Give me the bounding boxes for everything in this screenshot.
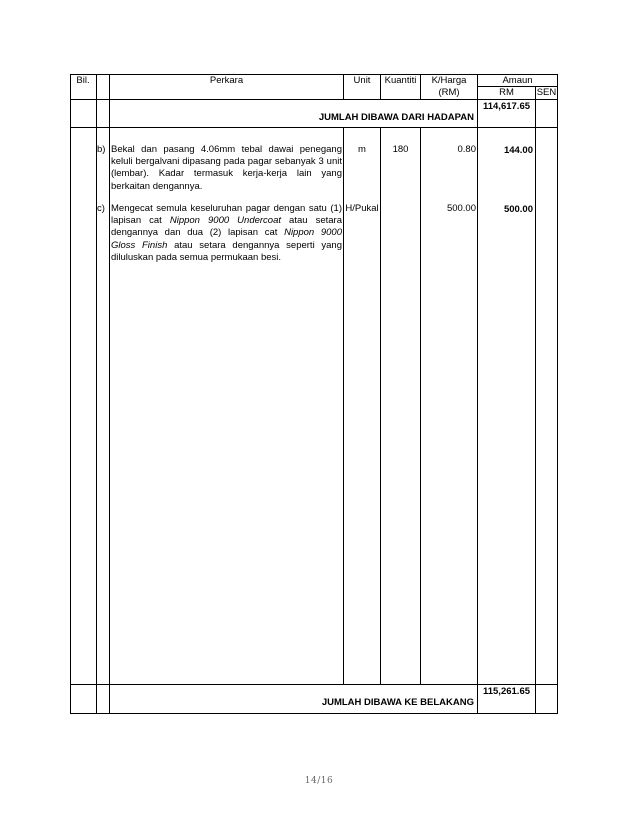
item-code: c) xyxy=(97,203,105,214)
bil-right-border xyxy=(96,74,97,714)
carried-forward-top-border xyxy=(70,684,557,685)
desc-text: atau setara dengannya seperti yang xyxy=(167,239,342,251)
item-description-line: Mengecat semula keseluruhan pagar dengan satu (1) xyxy=(111,203,342,214)
item-quantity: 180 xyxy=(392,144,409,155)
code-right-border xyxy=(109,74,110,714)
item-description xyxy=(111,203,342,264)
header-sen: SEN xyxy=(536,87,557,98)
header-bil: Bil. xyxy=(76,75,90,86)
table-bottom-border xyxy=(70,713,557,714)
item-unit: m xyxy=(358,144,366,155)
item-description-line: keluli bergalvani dipasang pada pagar sebanyak 3 unit xyxy=(111,156,342,168)
brought-forward-amount: 114,617.65 xyxy=(482,101,531,112)
item-description-line xyxy=(111,240,342,252)
kharga-right-border xyxy=(477,74,478,714)
header-kuantiti: Kuantiti xyxy=(384,75,417,86)
item-rate: 500.00 xyxy=(446,203,476,214)
table-right-border xyxy=(557,74,558,714)
item-description-line: berkaitan dengannya. xyxy=(111,180,203,192)
brought-forward-bottom-border xyxy=(70,127,557,128)
item-code: b) xyxy=(97,144,106,155)
product-name: Gloss Finish xyxy=(111,239,168,251)
carried-forward-amount: 115,261.65 xyxy=(482,686,531,697)
item-rate: 0.80 xyxy=(457,144,476,155)
header-bottom-border xyxy=(70,99,557,100)
header-unit: Unit xyxy=(353,75,371,86)
product-name: Nippon 9000 Undercoat xyxy=(169,215,282,227)
header-rm: RM xyxy=(499,87,514,98)
page-number: 14/16 xyxy=(304,776,334,786)
carried-forward-label: JUMLAH DIBAWA KE BELAKANG xyxy=(321,697,474,708)
table-left-border xyxy=(70,74,71,714)
item-description-line: diluluskan pada semua permukaan besi. xyxy=(111,251,282,263)
desc-text: atau setara xyxy=(281,215,342,227)
rm-right-border xyxy=(535,86,536,714)
kuantiti-right-border-body xyxy=(420,127,421,685)
item-description-line: (lembar). Kadar termasuk kerja-kerja lain yang xyxy=(111,168,342,180)
header-kharga: K/Harga xyxy=(431,75,467,86)
desc-text: lapisan cat xyxy=(111,215,170,227)
desc-text: dengannya dan dua (2) lapisan cat xyxy=(111,227,285,239)
brought-forward-label: JUMLAH DIBAWA DARI HADAPAN xyxy=(318,112,474,123)
header-amaun: Amaun xyxy=(502,75,533,86)
item-unit: H/Pukal xyxy=(345,203,379,214)
item-description-line: Bekal dan pasang 4.06mm tebal dawai penegang xyxy=(111,144,342,155)
header-perkara: Perkara xyxy=(209,75,244,86)
item-amount: 144.00 xyxy=(503,145,533,156)
header-kharga-rm: (RM) xyxy=(438,87,460,98)
item-amount: 500.00 xyxy=(503,204,533,215)
item-description xyxy=(111,144,342,193)
product-name: Nippon 9000 xyxy=(284,227,342,239)
item-description-line xyxy=(111,215,342,227)
item-description-line xyxy=(111,227,342,239)
